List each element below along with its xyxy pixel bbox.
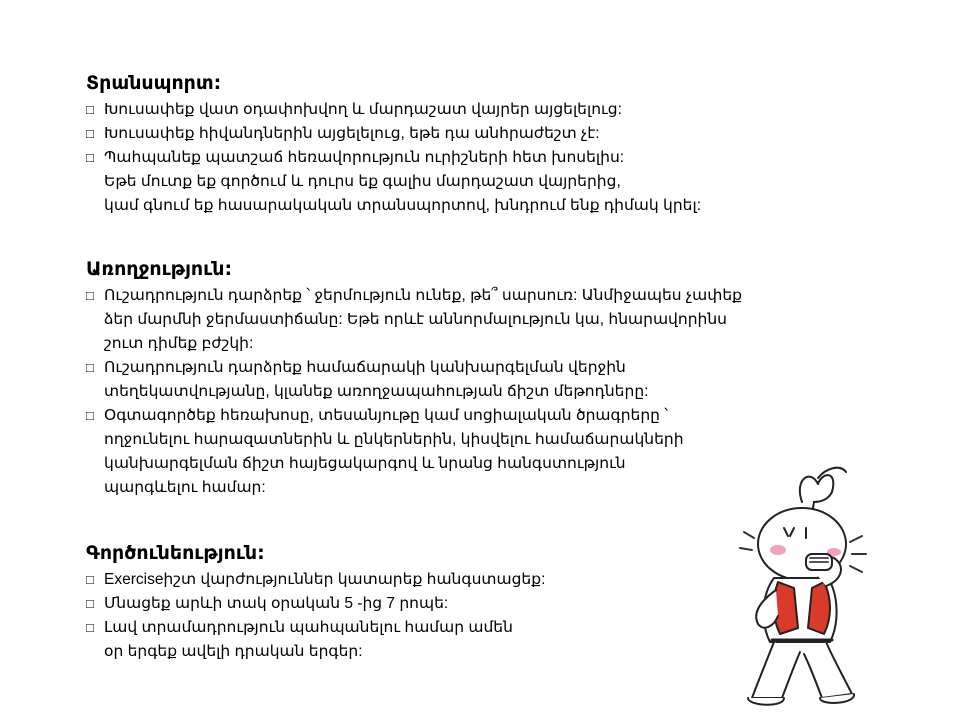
item-line: Օգտագործեք հեռախոսը, տեսանյութը կամ սոցիալական ծրագրերը ՝ bbox=[104, 407, 668, 424]
item-line: Մնացեք արևի տակ օրական 5 -ից 7 րոպե: bbox=[104, 595, 449, 612]
section-heading: Տրանսպորտ: bbox=[86, 72, 222, 94]
item-line: Exerciseիշտ վարժություններ կատարեք հանգստացեք: bbox=[104, 571, 546, 588]
checkbox-bullet-icon: □ bbox=[86, 360, 94, 375]
checkbox-bullet-icon: □ bbox=[86, 572, 94, 587]
checkbox-bullet-icon: □ bbox=[86, 126, 94, 141]
checkbox-bullet-icon: □ bbox=[86, 150, 94, 165]
checkbox-bullet-icon: □ bbox=[86, 596, 94, 611]
list-item bbox=[86, 356, 906, 404]
item-line: Լավ տրամադրություն պահպանելու համար ամեն bbox=[104, 619, 513, 636]
checkbox-bullet-icon: □ bbox=[86, 288, 94, 303]
list-item bbox=[86, 122, 906, 146]
item-line: Խուսափեք հիվանդներին այցելելուց, եթե դա անհրաժեշտ չէ: bbox=[104, 125, 600, 142]
item-line: տեղեկատվությանը, կլանեք առողջապահության ճիշտ մեթոդները: bbox=[104, 383, 649, 400]
section-transport bbox=[86, 70, 906, 218]
item-line: կամ գնում եք հասարակական տրանսպորտով, խնդրում ենք դիմակ կրել: bbox=[104, 197, 702, 214]
cartoon-boy-covering-sneeze-icon bbox=[722, 462, 900, 712]
item-line: կանխարգելման ճիշտ հայեցակարգով և նրանց հանգստություն bbox=[104, 455, 626, 472]
item-line: Ուշադրություն դարձրեք համաճարակի կանխարգելման վերջին bbox=[104, 359, 626, 376]
item-line: Ուշադրություն դարձրեք ՝ ջերմություն ունեք, թե՞ սարսուռ: Անմիջապես չափեք bbox=[104, 287, 743, 304]
bullet-list bbox=[86, 98, 906, 218]
checkbox-bullet-icon: □ bbox=[86, 102, 94, 117]
item-line: ողջունելու հարազատներին և ընկերներին, կիսվելու համաճարակների bbox=[104, 431, 684, 448]
checkbox-bullet-icon: □ bbox=[86, 620, 94, 635]
item-line: ձեր մարմնի ջերմաստիճանը: Եթե որևէ աննորմալություն կա, հնարավորինս bbox=[104, 311, 727, 328]
section-heading: Գործունեություն: bbox=[86, 542, 265, 564]
item-line: Եթե մուտք եք գործում և դուրս եք գալիս մարդաշատ վայրերից, bbox=[104, 173, 621, 190]
list-item bbox=[86, 98, 906, 122]
checkbox-bullet-icon: □ bbox=[86, 408, 94, 423]
item-line: Խուսափեք վատ օդափոխվող և մարդաշատ վայրեր այցելելուց: bbox=[104, 101, 622, 118]
section-heading: Առողջություն: bbox=[86, 258, 233, 280]
item-line: Պահպանեք պատշաճ հեռավորություն ուրիշների հետ խոսելիս: bbox=[104, 149, 625, 166]
item-line: օր երգեք ավելի դրական երգեր: bbox=[104, 643, 363, 660]
item-line: շուտ դիմեք բժշկի: bbox=[104, 335, 254, 352]
list-item bbox=[86, 284, 906, 356]
list-item bbox=[86, 146, 906, 218]
item-line: պարգևելու համար: bbox=[104, 479, 266, 496]
